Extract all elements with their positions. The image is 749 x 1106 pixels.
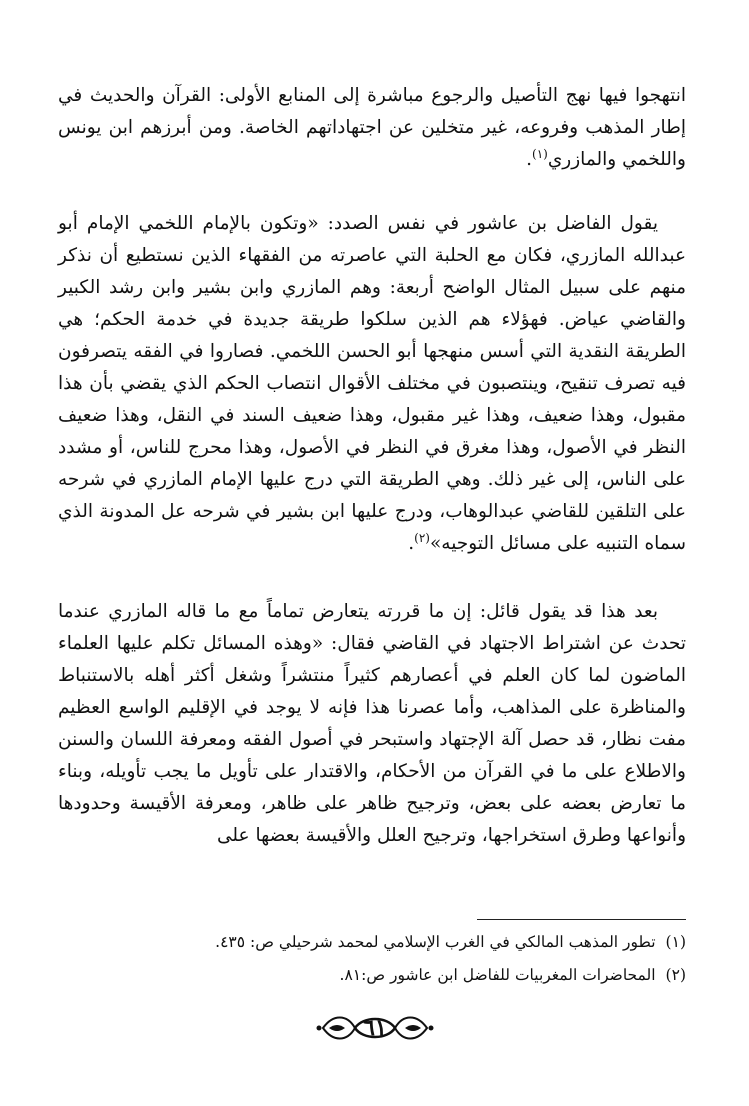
- paragraph-3-text: بعد هذا قد يقول قائل: إن ما قررته يتعارض تماماً مع ما قاله المازري عندما تحدث عن اشتراط الاجتهاد في القاضي فقال: «وهذه المسائل تكلم عليها العلماء الماضون لما كان العلم في أعصارهم كثيراً منتشراً وشغل أكثر أهله بالاستنباط والمناظرة على المذاهب، وأما عصرنا هذا فإنه لا يوجد في الإقليم الواسع العظيم مفت نظار، قد حصل آلة الإجتهاد واستبحر في أصول الفقه ومعرفة اللسان والسنن والاطلاع على ما في القرآن من الأحكام، والاقتدار على تأويل ما يجب تأويله، وبناء ما تعارض بعضه على بعض، وترجيح ظاهر على ظاهر، ومعرفة الأقيسة وحدودها وأنواعها وطرق استخراجها، وترجيح العلل والأقيسة بعضها على: [58, 601, 686, 846]
- footnote-1-number: (١): [665, 933, 686, 951]
- footnote-2-text: المحاضرات المغربيات للفاضل ابن عاشور ص:٨١.: [339, 966, 656, 984]
- page-number-ornament: [315, 1008, 435, 1048]
- paragraph-1-text: انتهجوا فيها نهج التأصيل والرجوع مباشرة إلى المنابع الأولى: القرآن والحديث في إطار المذهب وفروعه، غير متخلين عن اجتهاداتهم الخاصة. ومن أبرزهم ابن يونس واللخمي والمازري: [58, 85, 686, 170]
- footnote-2: [58, 963, 686, 987]
- footnote-2-number: (٢): [665, 966, 686, 984]
- page-number: ٦١: [363, 1015, 387, 1041]
- paragraph-2: [58, 208, 686, 560]
- footnote-ref-2[interactable]: (٢): [414, 530, 430, 545]
- paragraph-2-text: يقول الفاضل بن عاشور في نفس الصدد: «وتكون بالإمام اللخمي الإمام أبو عبدالله المازري، فكان مع الحلبة التي عاصرته من الفقهاء الذين نستطيع أن نذكر منهم على سبيل المثال الواضح أربعة: وهم المازري وابن بشير وابن رشد الكبير والقاضي عياض. فهؤلاء هم الذين سلكوا طريقة جديدة في خدمة الحكم؛ هي الطريقة النقدية التي أسس منهجها أبو الحسن اللخمي. فصاروا في الفقه يتصرفون فيه تصرف تنقيح، وينتصبون في مختلف الأقوال انتصاب الحكم الذي يقضي بأن هذا مقبول، وهذا ضعيف، وهذا غير مقبول، وهذا ضعيف السند في النقل، وهذا ضعيف النظر في الأصول، وهذا مغرق في النظر في الأصول، وهذا محرج للناس، أو مشدد على الناس، إلى غير ذلك. وهي الطريقة التي درج عليها الإمام المازري في شرحه على التلقين للقاضي عبدالوهاب، ودرج عليها ابن بشير في شرحه عل المدونة الذي سماه التنبيه على مسائل التوجيه»: [58, 213, 686, 554]
- paragraph-2-end: .: [408, 533, 415, 554]
- footnote-divider: [477, 919, 686, 920]
- footnote-ref-1[interactable]: (١): [532, 146, 548, 161]
- paragraph-1: [58, 80, 686, 176]
- paragraph-3: [58, 596, 686, 852]
- paragraph-1-end: .: [526, 149, 532, 170]
- footnote-1-text: تطور المذهب المالكي في الغرب الإسلامي لمحمد شرحيلي ص: ٤٣٥.: [215, 933, 656, 951]
- footnote-1: [58, 930, 686, 954]
